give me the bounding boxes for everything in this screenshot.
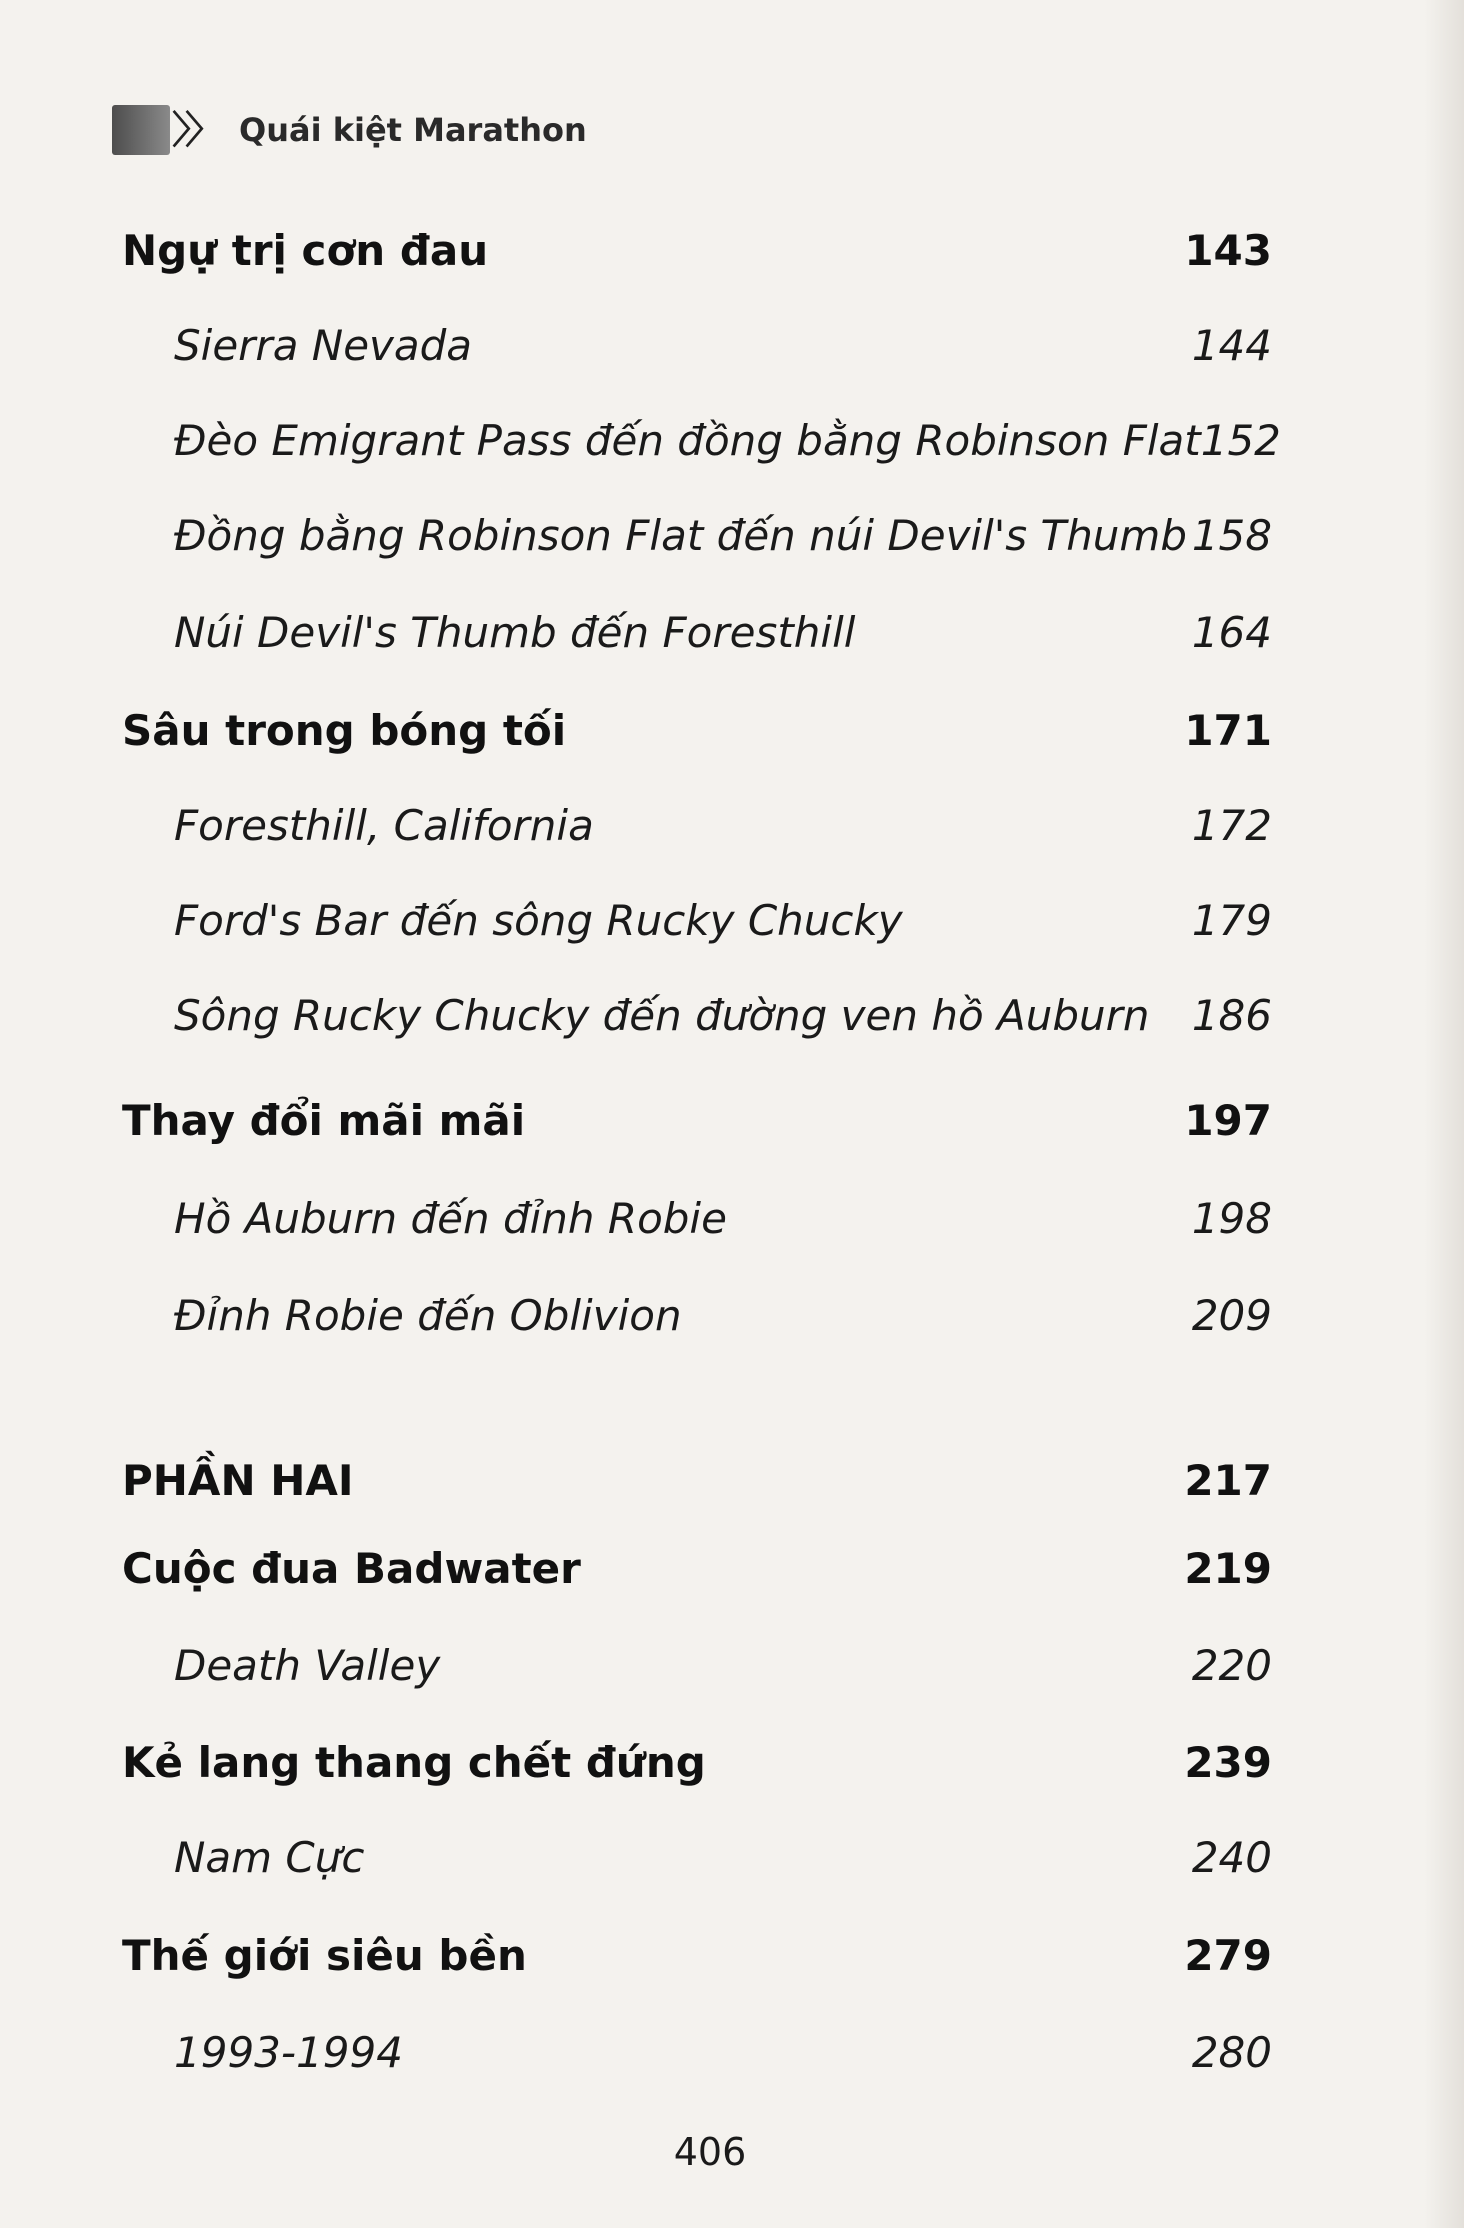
toc-entry bbox=[122, 215, 1272, 285]
toc-entry-page: 143 bbox=[1184, 225, 1272, 275]
toc-entry-page: 171 bbox=[1184, 705, 1272, 755]
toc-entry-title: PHẦN HAI bbox=[122, 1455, 354, 1505]
toc-entry-title: Kẻ lang thang chết đứng bbox=[122, 1737, 706, 1787]
toc-entry bbox=[122, 500, 1272, 570]
toc-entry-title: Thay đổi mãi mãi bbox=[122, 1095, 526, 1145]
toc-entry bbox=[122, 695, 1272, 765]
toc-entry bbox=[122, 1822, 1272, 1892]
toc-entry-page: 217 bbox=[1184, 1455, 1272, 1505]
toc-entry-title: Death Valley bbox=[174, 1640, 441, 1690]
toc-entry bbox=[122, 1727, 1272, 1797]
toc-entry bbox=[122, 2017, 1272, 2087]
toc-entry bbox=[122, 1280, 1272, 1350]
toc-entry-page: 239 bbox=[1184, 1737, 1272, 1787]
chevron-right-icon: 〉〉 bbox=[172, 108, 218, 152]
book-title: Quái kiệt Marathon bbox=[239, 111, 587, 149]
toc-entry bbox=[122, 1445, 1272, 1515]
toc-entry-title: Ford's Bar đến sông Rucky Chucky bbox=[174, 895, 903, 945]
toc-entry-title: Hồ Auburn đến đỉnh Robie bbox=[174, 1193, 727, 1243]
toc-entry-title: Sông Rucky Chucky đến đường ven hồ Auburn bbox=[174, 990, 1150, 1040]
toc-entry-title: Đèo Emigrant Pass đến đồng bằng Robinson Flat bbox=[174, 415, 1201, 465]
toc-entry-page: 219 bbox=[1184, 1543, 1272, 1593]
toc-entry bbox=[122, 1920, 1272, 1990]
toc-entry-title: Núi Devil's Thumb đến Foresthill bbox=[174, 607, 856, 657]
toc-entry bbox=[122, 885, 1272, 955]
toc-entry-page: 152 bbox=[1200, 415, 1281, 465]
toc-entry-page: 197 bbox=[1184, 1095, 1272, 1145]
toc-entry-page: 172 bbox=[1191, 800, 1272, 850]
toc-entry-page: 279 bbox=[1184, 1930, 1272, 1980]
toc-entry-title: Ngự trị cơn đau bbox=[122, 225, 489, 275]
toc-entry-page: 164 bbox=[1191, 607, 1272, 657]
toc-entry-title: Cuộc đua Badwater bbox=[122, 1543, 581, 1593]
toc-entry-page: 220 bbox=[1191, 1640, 1272, 1690]
toc-entry-page: 144 bbox=[1191, 320, 1272, 370]
toc-entry bbox=[122, 1630, 1272, 1700]
toc-entry bbox=[122, 790, 1272, 860]
toc-entry-title: Thế giới siêu bền bbox=[122, 1930, 527, 1980]
page-number: 406 bbox=[673, 2130, 747, 2174]
toc-entry bbox=[122, 405, 1281, 475]
toc-entry-title: Đồng bằng Robinson Flat đến núi Devil's Thumb bbox=[174, 510, 1188, 560]
toc-entry-page: 158 bbox=[1191, 510, 1272, 560]
toc-entry-title: Đỉnh Robie đến Oblivion bbox=[174, 1290, 682, 1340]
toc-entry-title: Sierra Nevada bbox=[174, 320, 473, 370]
toc-entry-page: 179 bbox=[1191, 895, 1272, 945]
toc-entry bbox=[122, 1533, 1272, 1603]
toc-entry-title: 1993-1994 bbox=[174, 2027, 403, 2077]
toc-entry bbox=[122, 310, 1272, 380]
toc-entry bbox=[122, 597, 1272, 667]
toc-entry bbox=[122, 980, 1272, 1050]
toc-entry bbox=[122, 1085, 1272, 1155]
toc-entry-page: 240 bbox=[1191, 1832, 1272, 1882]
toc-entry bbox=[122, 1183, 1272, 1253]
toc-entry-page: 186 bbox=[1191, 990, 1272, 1040]
toc-entry-page: 198 bbox=[1191, 1193, 1272, 1243]
toc-entry-title: Nam Cực bbox=[174, 1832, 365, 1882]
toc-entry-page: 209 bbox=[1191, 1290, 1272, 1340]
toc-entry-title: Foresthill, California bbox=[174, 800, 594, 850]
toc-entry-page: 280 bbox=[1191, 2027, 1272, 2077]
toc-entry-title: Sâu trong bóng tối bbox=[122, 705, 567, 755]
